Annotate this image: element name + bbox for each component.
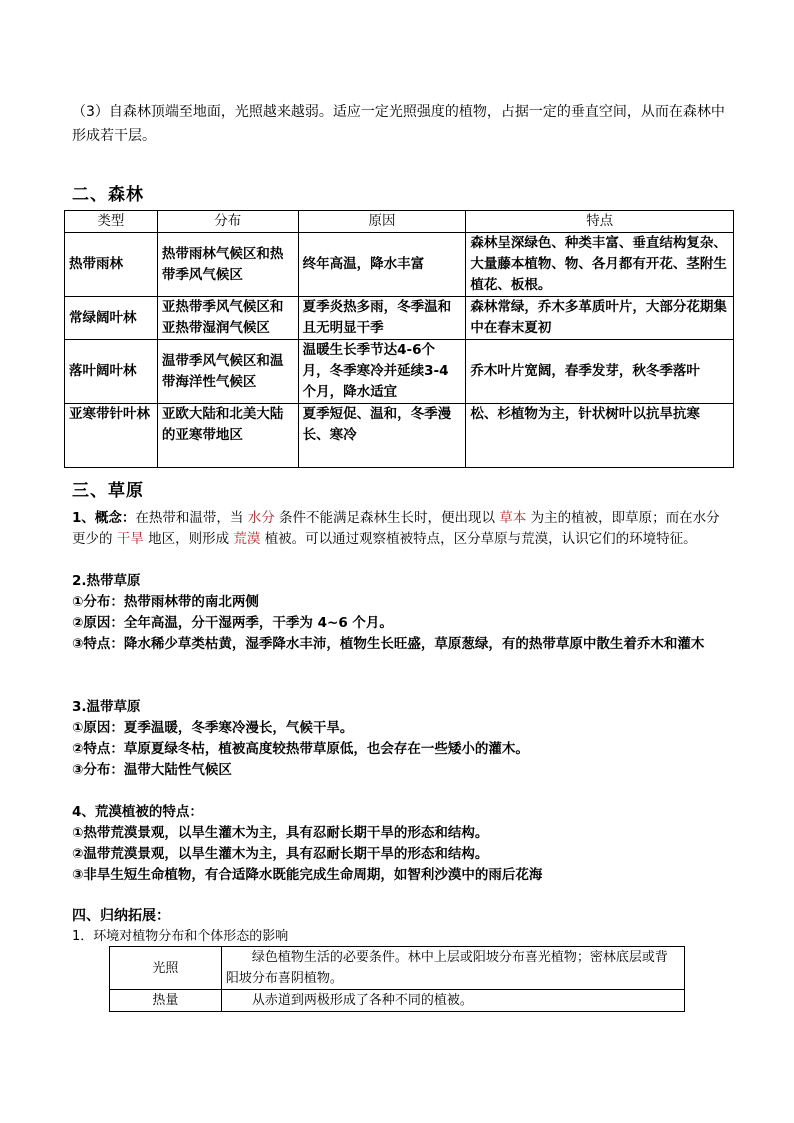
temperate-grassland-feature: ②特点：草原夏绿冬枯，植被高度较热带草原低，也会存在一些矮小的灌木。 bbox=[72, 741, 529, 757]
table-row bbox=[110, 990, 685, 1012]
forest-distribution: 亚欧大陆和北美大陆的亚寒带地区 bbox=[157, 404, 298, 468]
forest-type: 热带雨林 bbox=[65, 233, 158, 297]
forest-distribution: 亚热带季风气候区和亚热带湿润气候区 bbox=[157, 297, 298, 340]
table-row bbox=[110, 947, 685, 990]
environment-table bbox=[109, 946, 685, 1012]
table-row bbox=[65, 340, 734, 404]
concept-text: 在热带和温带，当 bbox=[135, 510, 244, 526]
header-distribution: 分布 bbox=[157, 211, 298, 233]
section-summary-title: 四、归纳拓展： bbox=[72, 908, 170, 924]
intro-paragraph: （3）自森林顶端至地面，光照越来越弱。适应一定光照强度的植物，占据一定的垂直空间，从而在森林中形成若干层。 bbox=[72, 104, 725, 144]
tropical-grassland-feature: ③特点：降水稀少草类枯黄，湿季降水丰沛，植物生长旺盛，草原葱绿，有的热带草原中散生着乔木和灌木 bbox=[72, 636, 705, 652]
temperate-grassland-distribution: ③分布：温带大陆性气候区 bbox=[72, 762, 232, 778]
desert-line-3: ③非旱生短生命植物，有合适降水既能完成生命周期，如智利沙漠中的雨后花海 bbox=[72, 867, 543, 883]
factor-heat: 热量 bbox=[110, 990, 222, 1012]
concept-text: 地区，则形成 bbox=[148, 531, 230, 547]
summary-subtitle: 1．环境对植物分布和个体形态的影响 bbox=[72, 929, 289, 944]
tropical-grassland-reason: ②原因：全年高温，分干湿两季，干季为 4~6 个月。 bbox=[72, 615, 393, 631]
forest-reason: 温暖生长季节达4-6个月，冬季寒冷并延续3-4个月，降水适宜 bbox=[298, 340, 466, 404]
desert-line-1: ①热带荒漠景观，以旱生灌木为主，具有忍耐长期干旱的形态和结构。 bbox=[72, 825, 489, 841]
factor-heat-text: 从赤道到两极形成了各种不同的植被。 bbox=[221, 990, 684, 1012]
tropical-grassland-distribution: ①分布：热带雨林带的南北两侧 bbox=[72, 594, 259, 610]
concept-paragraph bbox=[72, 508, 732, 550]
header-feature: 特点 bbox=[466, 211, 734, 233]
concept-text: 植被。可以通过观察植被特点，区分草原与荒漠，认识它们的环境特征。 bbox=[264, 531, 697, 547]
forest-type: 常绿阔叶林 bbox=[65, 297, 158, 340]
forest-type: 落叶阔叶林 bbox=[65, 340, 158, 404]
forest-table-header bbox=[65, 211, 734, 233]
header-type: 类型 bbox=[65, 211, 158, 233]
forest-reason: 夏季短促、温和，冬季漫长、寒冷 bbox=[298, 404, 466, 468]
concept-text: 为主的植被，即草原；而在水分更少的 bbox=[72, 510, 720, 547]
table-row bbox=[65, 297, 734, 340]
header-reason: 原因 bbox=[298, 211, 466, 233]
forest-feature: 森林常绿，乔木多革质叶片，大部分花期集中在春末夏初 bbox=[466, 297, 734, 340]
desert-title: 4、荒漠植被的特点： bbox=[72, 804, 203, 820]
temperate-grassland-reason: ①原因：夏季温暖，冬季寒冷漫长，气候干旱。 bbox=[72, 720, 354, 736]
forest-table bbox=[64, 210, 734, 468]
forest-feature: 乔木叶片宽阔，春季发芽，秋冬季落叶 bbox=[466, 340, 734, 404]
keyword-arid: 干旱 bbox=[116, 531, 144, 547]
desert-line-2: ②温带荒漠景观，以旱生灌木为主，具有忍耐长期干旱的形态和结构。 bbox=[72, 846, 489, 862]
table-row bbox=[65, 233, 734, 297]
keyword-herb: 草本 bbox=[499, 510, 527, 526]
forest-reason: 终年高温，降水丰富 bbox=[298, 233, 466, 297]
factor-light: 光照 bbox=[110, 947, 222, 990]
section-forest-title: 二、森林 bbox=[72, 185, 144, 205]
keyword-water: 水分 bbox=[247, 510, 275, 526]
concept-label: 1、概念： bbox=[72, 510, 136, 526]
forest-distribution: 温带季风气候区和温带海洋性气候区 bbox=[157, 340, 298, 404]
forest-distribution: 热带雨林气候区和热带季风气候区 bbox=[157, 233, 298, 297]
concept-text: 条件不能满足森林生长时，便出现以 bbox=[279, 510, 495, 526]
factor-light-text: 绿色植物生活的必要条件。林中上层或阳坡分布喜光植物；密林底层或背阳坡分布喜阴植物。 bbox=[221, 947, 684, 990]
tropical-grassland-title: 2.热带草原 bbox=[72, 573, 141, 589]
section-grassland-title: 三、草原 bbox=[72, 481, 144, 501]
forest-feature: 森林呈深绿色、种类丰富、垂直结构复杂、大量藤本植物、物、各月都有开花、茎附生植花、板根。 bbox=[466, 233, 734, 297]
temperate-grassland-title: 3.温带草原 bbox=[72, 699, 141, 715]
forest-feature: 松、杉植物为主，针状树叶以抗旱抗寒 bbox=[466, 404, 734, 468]
forest-type: 亚寒带针叶林 bbox=[65, 404, 158, 468]
table-row bbox=[65, 404, 734, 468]
keyword-desert: 荒漠 bbox=[233, 531, 261, 547]
forest-reason: 夏季炎热多雨，冬季温和且无明显干季 bbox=[298, 297, 466, 340]
